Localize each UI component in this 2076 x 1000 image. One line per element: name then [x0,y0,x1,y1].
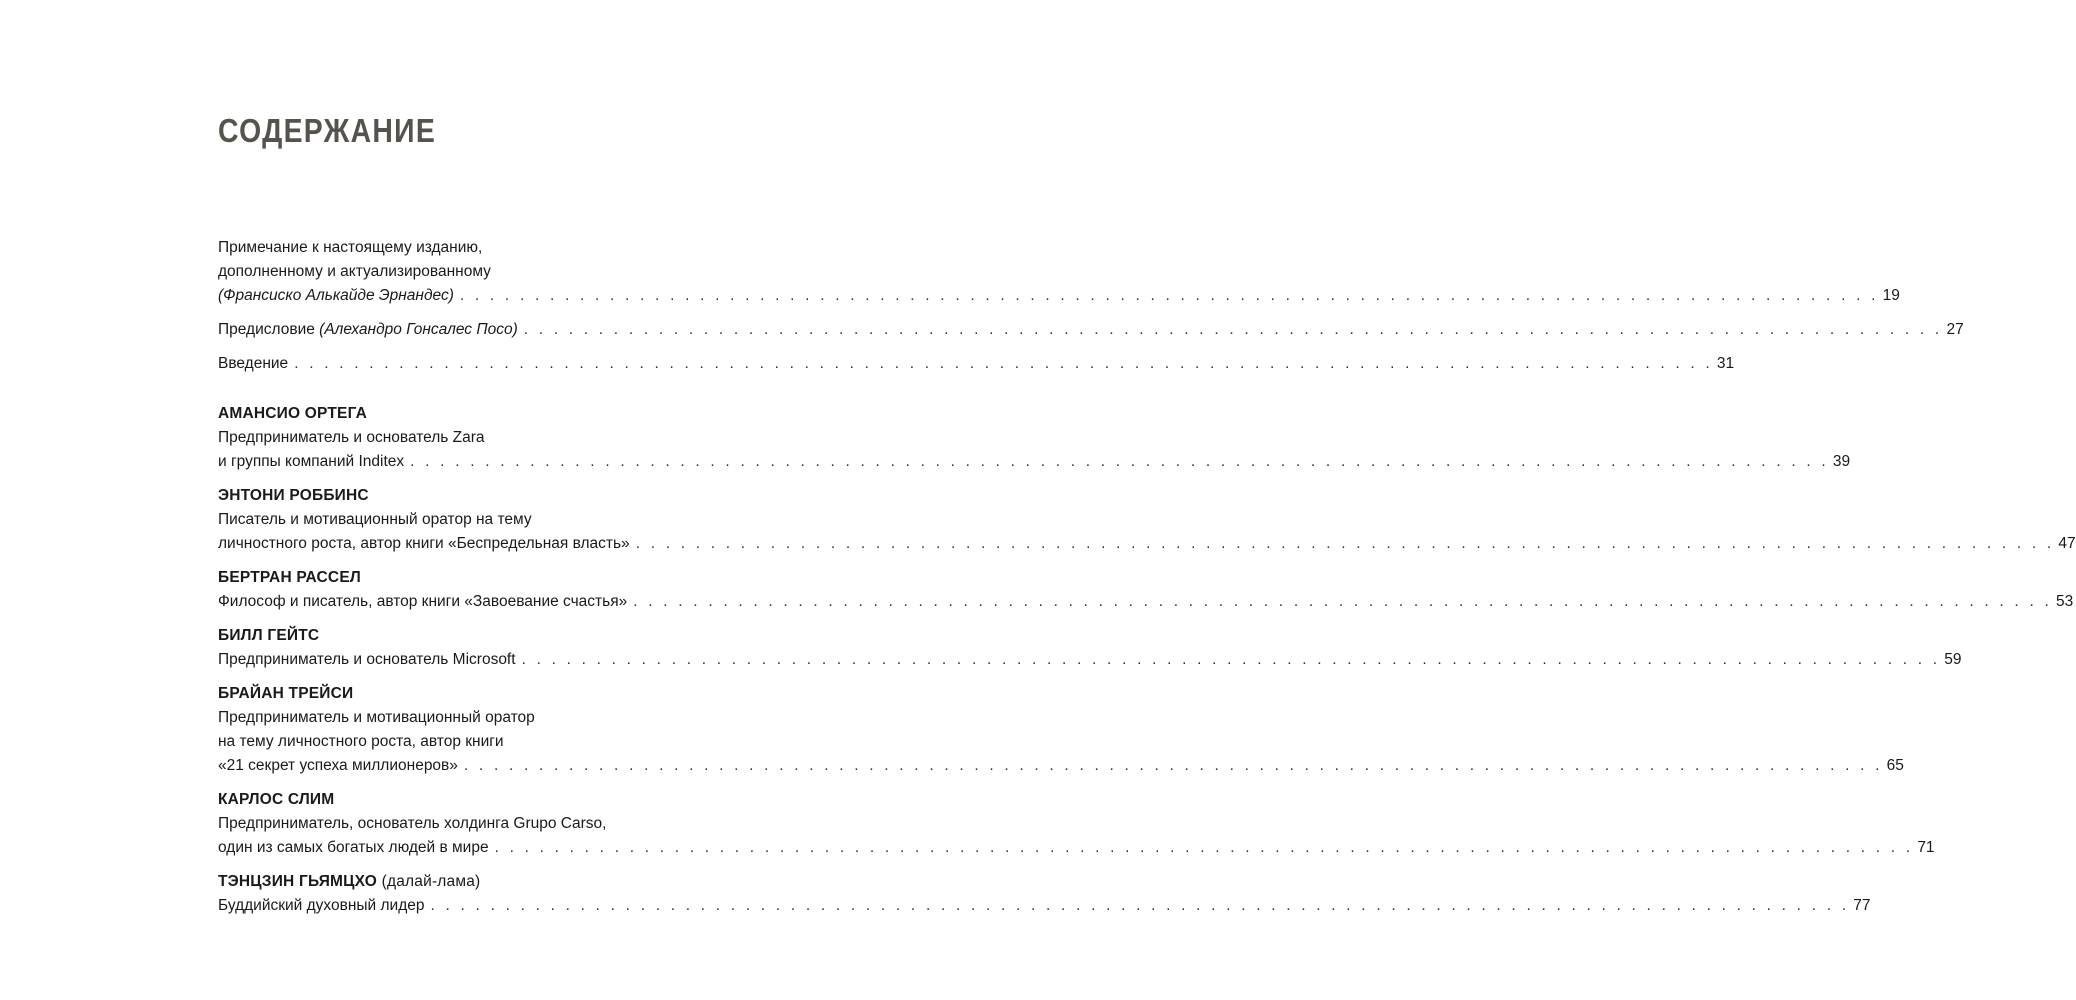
toc-person-name: БИЛЛ ГЕЙТС [218,627,320,644]
toc-person-name: ТЭНЦЗИН ГЬЯМЦХО [218,873,378,890]
dot-leader: . . . . . . . . . . . . . . . . . . . . . . . . . . . . . . . . . . . . . . . . . . . . . . . . . . . . . . . . . . . . . . . . . . . . . . . . . . . . . . . . . . . . . . . . . . . . . . . [494,839,1914,856]
toc-line: Предприниматель и основатель Zara [218,429,485,446]
toc-author: (Алехандро Гонсалес Посо) [319,321,518,338]
dot-leader: . . . . . . . . . . . . . . . . . . . . . . . . . . . . . . . . . . . . . . . . . . . . . . . . . . . . . . . . . . . . . . . . . . . . . . . . . . . . . . . . . . . . . . . . . . . . . . . [521,651,1941,668]
toc-entry-robbins[interactable] [218,533,2076,555]
toc-label [218,319,518,341]
toc-person-suffix: (далай-лама) [381,873,481,890]
toc-person-name: КАРЛОС СЛИМ [218,791,335,808]
toc-line: Философ и писатель, автор книги «Завоевание счастья» [218,593,628,610]
toc-line: дополненному и актуализированному [218,263,491,280]
page-number: 53 [2055,593,2074,610]
page-number: 65 [1886,757,1904,774]
toc-entry-preface[interactable] [218,319,1964,341]
toc-entry-ortega[interactable] [218,451,1851,473]
toc-entry-note[interactable] [218,285,1900,307]
toc-person-name-wrap [218,871,755,893]
dot-leader: . . . . . . . . . . . . . . . . . . . . . . . . . . . . . . . . . . . . . . . . . . . . . . . . . . . . . . . . . . . . . . . . . . . . . . . . . . . . . . . . . . . . . . . . . . . . . . . [635,535,2055,552]
toc-line: Предприниматель и основатель Microsoft [218,651,516,668]
toc-label-text: Введение [218,355,289,372]
page-number: 77 [1853,897,1871,914]
page-title: СОДЕРЖАНИЕ [218,112,437,149]
toc-entry-slim[interactable] [218,837,1935,859]
dot-leader: . . . . . . . . . . . . . . . . . . . . . . . . . . . . . . . . . . . . . . . . . . . . . . . . . . . . . . . . . . . . . . . . . . . . . . . . . . . . . . . . . . . . . . . . . . . . . . . [633,593,2052,610]
page-number: 19 [1882,287,1900,304]
toc-person-name: БРАЙАН ТРЕЙСИ [218,685,354,702]
dot-leader: . . . . . . . . . . . . . . . . . . . . . . . . . . . . . . . . . . . . . . . . . . . . . . . . . . . . . . . . . . . . . . . . . . . . . . . . . . . . . . . . . . . . . . . . . . . . . . . [430,897,1850,914]
toc-line: и группы компаний Inditex [218,453,405,470]
toc-person-name: БЕРТРАН РАССЕЛ [218,569,361,586]
page-number: 31 [1716,355,1735,372]
dot-leader: . . . . . . . . . . . . . . . . . . . . . . . . . . . . . . . . . . . . . . . . . . . . . . . . . . . . . . . . . . . . . . . . . . . . . . . . . . . . . . . . . . . . . . . . . . . . . . . [294,355,1713,372]
dot-leader: . . . . . . . . . . . . . . . . . . . . . . . . . . . . . . . . . . . . . . . . . . . . . . . . . . . . . . . . . . . . . . . . . . . . . . . . . . . . . . . . . . . . . . . . . . . . . . . [459,287,1879,304]
page-number: 59 [1944,651,1962,668]
toc-entry-gates[interactable] [218,649,1962,671]
toc-line: на тему личностного роста, автор книги [218,733,504,750]
toc-line: Предприниматель и мотивационный оратор [218,709,535,726]
toc-entry-dalai[interactable] [218,895,1871,917]
dot-leader: . . . . . . . . . . . . . . . . . . . . . . . . . . . . . . . . . . . . . . . . . . . . . . . . . . . . . . . . . . . . . . . . . . . . . . . . . . . . . . . . . . . . . . . . . . . . . . . [463,757,1883,774]
page-number: 71 [1917,839,1935,856]
toc-person-name: АМАНСИО ОРТЕГА [218,405,367,422]
toc-entry-intro[interactable] [218,353,1735,375]
page-number: 47 [2058,535,2076,552]
toc-line: личностного роста, автор книги «Беспредельная власть» [218,535,630,552]
toc-line: Писатель и мотивационный оратор на тему [218,511,532,528]
toc-line: Примечание к настоящему изданию, [218,239,483,256]
dot-leader: . . . . . . . . . . . . . . . . . . . . . . . . . . . . . . . . . . . . . . . . . . . . . . . . . . . . . . . . . . . . . . . . . . . . . . . . . . . . . . . . . . . . . . . . . . . . . . . [410,453,1829,470]
toc-line: «21 секрет успеха миллионеров» [218,757,458,774]
toc-entry-tracy[interactable] [218,755,1904,777]
toc-label-text: Предисловие [218,321,315,338]
toc-author: (Франсиско Алькайде Эрнандес) [218,287,454,304]
toc-line: Предприниматель, основатель холдинга Grupo Carso, [218,815,607,832]
page-number: 27 [1946,321,1964,338]
dot-leader: . . . . . . . . . . . . . . . . . . . . . . . . . . . . . . . . . . . . . . . . . . . . . . . . . . . . . . . . . . . . . . . . . . . . . . . . . . . . . . . . . . . . . . . . . . . . . . . [523,321,1943,338]
toc-entry-russell[interactable] [218,591,2074,613]
page-number: 39 [1832,453,1851,470]
toc-line: один из самых богатых людей в мире [218,839,489,856]
toc-line: Буддийский духовный лидер [218,897,425,914]
toc-person-name: ЭНТОНИ РОББИНС [218,487,369,504]
